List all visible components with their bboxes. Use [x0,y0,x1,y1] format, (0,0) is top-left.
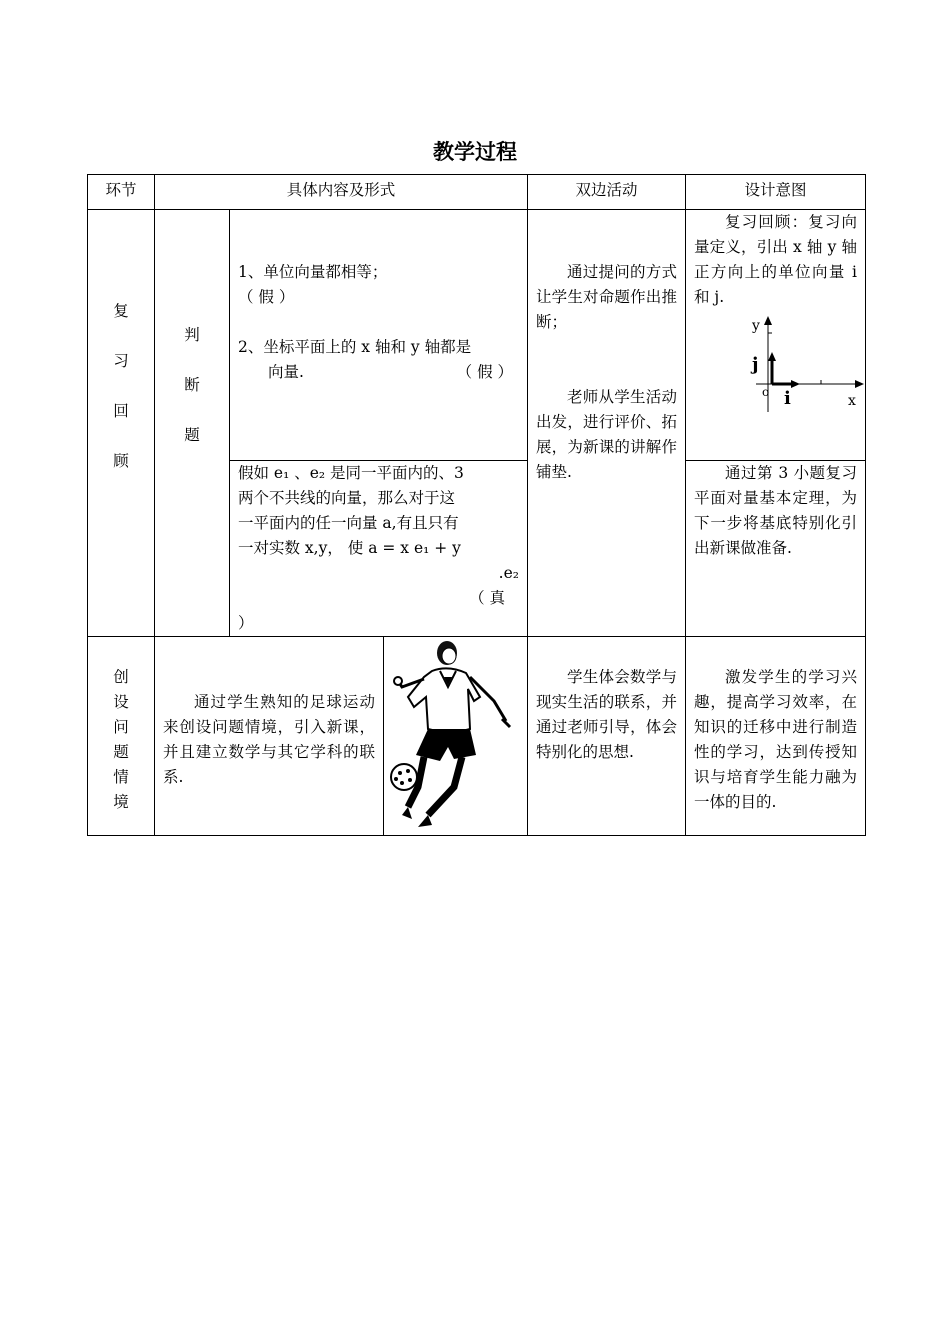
situation-content-text: 通过学生熟知的足球运动来创设问题情境，引入新课，并且建立数学与其它学科的联系. [163,693,375,786]
questions-1-2 [230,210,528,461]
question-3-line: .e₂ [498,564,519,582]
stage-review [88,210,155,637]
intent-review-1 [686,210,866,461]
activity-text-1: 通过提问的方式让学生对命题作出推断； [536,263,677,331]
intent-text-1: 复习回顾：复习向量定义，引出 x 轴 y 轴正方向上的单位向量 i 和 j. [694,213,857,306]
review-row-1 [88,210,866,461]
page-title: 教学过程 [433,140,517,164]
type-char: 断 [184,376,200,394]
header-intent: 设计意图 [686,175,866,210]
stage-char: 创 [113,668,129,686]
question-type [155,210,230,637]
question-3-line: 两个不共线的向量，那么对于这 [238,489,456,507]
j-vector-label: j [752,354,759,375]
header-activity: 双边活动 [528,175,686,210]
unit-vector-diagram [686,310,865,420]
i-vector-label: i [784,388,791,409]
activity-text-2: 老师从学生活动出发，进行评价、拓展，为新课的讲解作铺垫. [536,388,677,481]
y-axis-label: y [752,318,760,334]
stage-char: 问 [113,718,129,736]
question-3-line: 一对实数 x,y， 使 a = x e₁ + y [238,539,461,557]
question-3 [230,461,528,637]
stage-char: 境 [113,793,129,811]
question-1-answer: （ 假 ） [238,288,295,306]
question-3-line: 一平面内的任一向量 a,有且只有 [238,514,459,532]
x-axis-label: x [848,393,856,409]
type-char: 判 [184,326,200,344]
stage-char: 题 [113,743,129,761]
soccer-player-illustration [384,637,527,835]
origin-label: o [762,385,770,399]
stage-char: 复 [113,302,129,320]
stage-situation [88,637,155,836]
intent-review-2 [686,461,866,637]
activity-review [528,210,686,637]
question-2: 2、坐标平面上的 x 轴和 y 轴都是 [238,338,472,356]
stage-char: 设 [113,693,129,711]
question-2-answer: （ 假 ） [456,363,513,381]
header-content: 具体内容及形式 [155,175,528,210]
situation-activity-text: 学生体会数学与现实生活的联系，并通过老师引导，体会特别化的思想. [536,668,677,761]
intent-text-2: 通过第 3 小题复习平面对量基本定理，为下一步将基底特别化引出新课做准备. [694,464,857,557]
situation-row [88,637,866,836]
question-3-answer-close: ） [238,614,254,632]
stage-char: 情 [113,768,129,786]
lesson-table [87,174,866,836]
question-3-line: 假如 e₁ 、e₂ 是同一平面内的、3 [238,464,464,482]
type-char: 题 [184,426,200,444]
situation-content [155,637,384,836]
situation-intent-text: 激发学生的学习兴趣，提高学习效率，在知识的迁移中进行制造性的学习，达到传授知识与培育学生能力融为一体的目的. [694,668,857,811]
situation-intent [686,637,866,836]
soccer-illustration-cell [384,637,528,836]
table-header-row [88,175,866,210]
question-2-cont: 向量. [268,363,304,381]
stage-char: 回 [113,402,129,420]
stage-char: 习 [113,352,129,370]
header-stage: 环节 [88,175,155,210]
question-3-answer: （ 真 [469,589,505,607]
question-1: 1、单位向量都相等； [238,263,388,281]
situation-activity [528,637,686,836]
stage-char: 顾 [113,452,129,470]
